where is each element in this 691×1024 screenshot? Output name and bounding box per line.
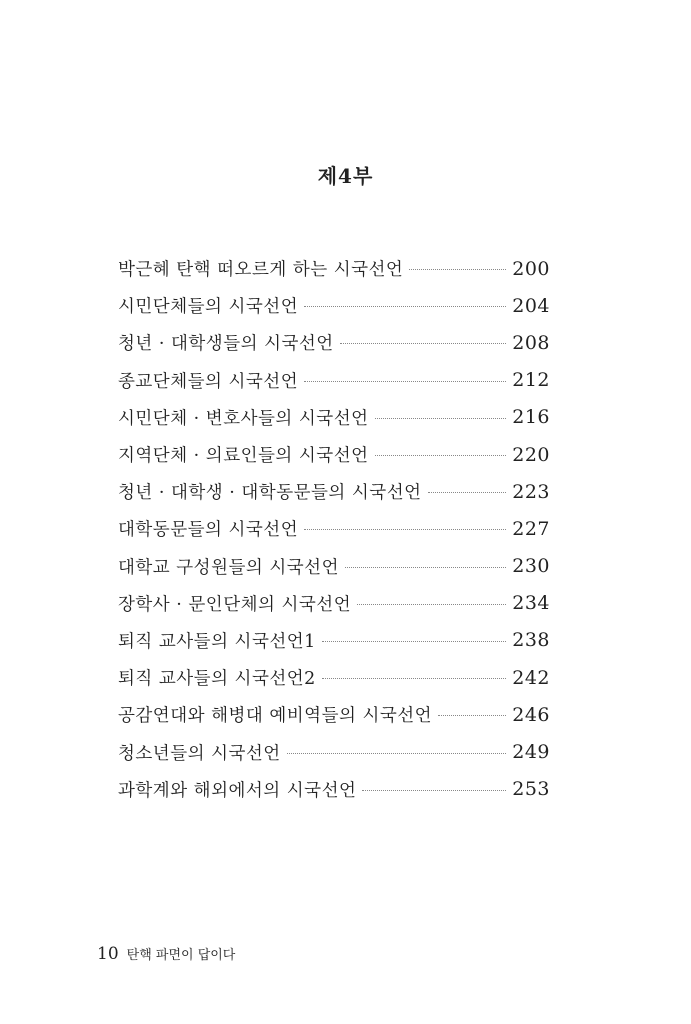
toc-entry-title: 대학교 구성원들의 시국선언 <box>118 557 339 578</box>
toc-entry-title: 청소년들의 시국선언 <box>118 743 281 764</box>
toc-entry[interactable] <box>118 362 550 399</box>
toc-entry[interactable] <box>118 473 550 510</box>
toc-entry-title: 청년 · 대학생들의 시국선언 <box>118 334 334 355</box>
toc-entry[interactable] <box>118 585 550 622</box>
footer-page-number: 10 <box>97 944 119 964</box>
toc-entry-title: 과학계와 해외에서의 시국선언 <box>118 780 357 801</box>
toc-entry-title: 시민단체 · 변호사들의 시국선언 <box>118 408 369 429</box>
dot-leader <box>375 418 507 419</box>
toc-entry-page: 212 <box>512 369 550 392</box>
toc-entry[interactable] <box>118 399 550 436</box>
toc-entry[interactable] <box>118 324 550 361</box>
toc-entry-title: 대학동문들의 시국선언 <box>118 520 299 541</box>
toc-entry[interactable] <box>118 436 550 473</box>
toc-entry-page: 230 <box>512 555 550 578</box>
toc-entry-page: 208 <box>512 331 550 354</box>
toc-entry-page: 242 <box>512 666 550 689</box>
toc-entry-page: 234 <box>512 592 550 615</box>
dot-leader <box>287 753 507 754</box>
toc-entry[interactable] <box>118 771 550 808</box>
toc-entry-title: 장학사 · 문인단체의 시국선언 <box>118 594 352 615</box>
toc-entry-page: 238 <box>512 629 550 652</box>
dot-leader <box>304 529 506 530</box>
dot-leader <box>362 790 506 791</box>
dot-leader <box>322 678 506 679</box>
toc-entry-page: 204 <box>512 294 550 317</box>
toc-entry[interactable] <box>118 622 550 659</box>
toc-entry-title: 공감연대와 해병대 예비역들의 시국선언 <box>118 706 433 727</box>
dot-leader <box>304 381 506 382</box>
toc-entry[interactable] <box>118 733 550 770</box>
toc-entry-page: 227 <box>512 517 550 540</box>
toc-entry-title: 퇴직 교사들의 시국선언2 <box>118 669 316 690</box>
toc-entry-title: 박근혜 탄핵 떠오르게 하는 시국선언 <box>118 260 404 281</box>
footer-book-title: 탄핵 파면이 답이다 <box>126 948 236 963</box>
toc-entry[interactable] <box>118 250 550 287</box>
table-of-contents <box>118 250 550 808</box>
dot-leader <box>340 343 507 344</box>
part-title: 제4부 <box>317 164 374 188</box>
toc-entry[interactable] <box>118 287 550 324</box>
toc-entry-title: 청년 · 대학생 · 대학동문들의 시국선언 <box>118 483 422 504</box>
toc-entry-title: 퇴직 교사들의 시국선언1 <box>118 631 316 652</box>
toc-entry-page: 200 <box>512 257 550 280</box>
dot-leader <box>428 492 507 493</box>
toc-entry-page: 253 <box>512 778 550 801</box>
dot-leader <box>409 269 506 270</box>
toc-entry[interactable] <box>118 659 550 696</box>
toc-entry[interactable] <box>118 696 550 733</box>
toc-entry[interactable] <box>118 548 550 585</box>
dot-leader <box>304 306 506 307</box>
toc-entry-title: 시민단체들의 시국선언 <box>118 297 299 318</box>
dot-leader <box>375 455 507 456</box>
toc-entry[interactable] <box>118 510 550 547</box>
toc-entry-title: 종교단체들의 시국선언 <box>118 371 299 392</box>
toc-entry-page: 216 <box>512 406 550 429</box>
dot-leader <box>345 567 506 568</box>
page-footer <box>97 944 235 964</box>
toc-entry-page: 223 <box>512 480 550 503</box>
dot-leader <box>357 604 506 605</box>
toc-entry-title: 지역단체 · 의료인들의 시국선언 <box>118 446 369 467</box>
toc-entry-page: 220 <box>512 443 550 466</box>
dot-leader <box>438 715 506 716</box>
dot-leader <box>322 641 506 642</box>
toc-entry-page: 249 <box>512 741 550 764</box>
toc-entry-page: 246 <box>512 703 550 726</box>
